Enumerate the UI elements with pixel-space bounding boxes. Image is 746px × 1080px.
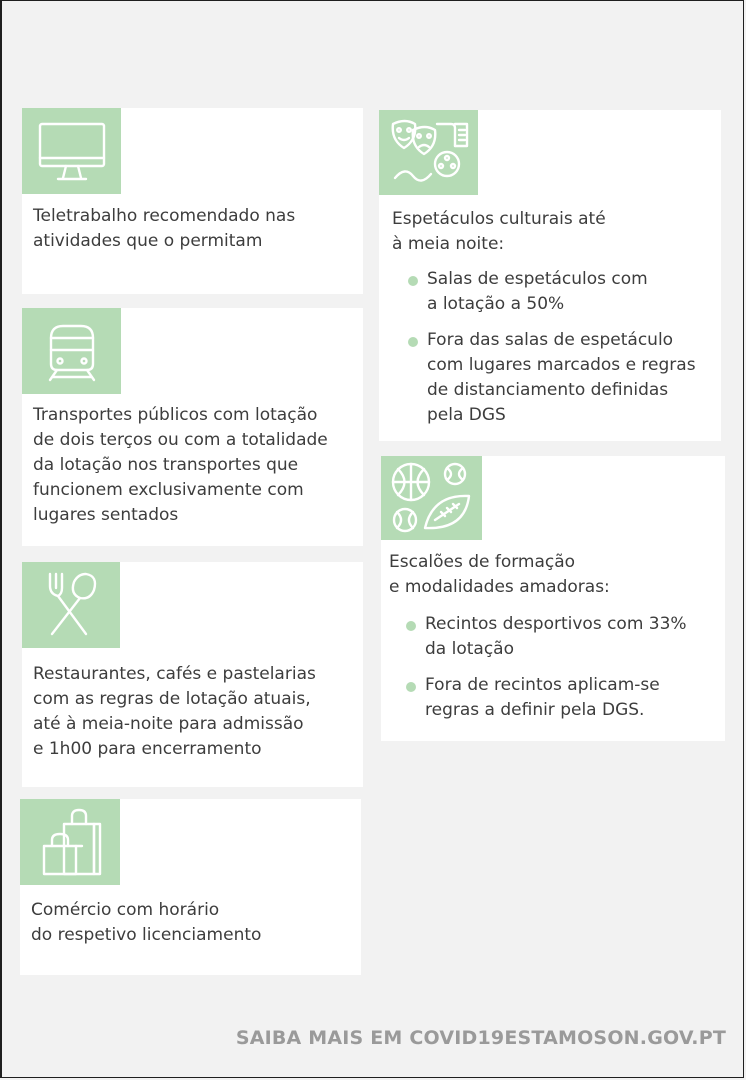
card-transport xyxy=(22,308,363,546)
list-item: Recintos desportivos com 33% da lotação xyxy=(405,612,717,662)
monitor-icon xyxy=(36,118,108,184)
card-commerce-text: Comércio com horário do respetivo licenciamento xyxy=(31,900,262,945)
icon-tile xyxy=(22,562,120,648)
card-culture-title: Espetáculos culturais até à meia noite: xyxy=(392,209,606,254)
bullet-dot xyxy=(406,682,416,692)
card-sports-list xyxy=(405,612,717,734)
card-restaurants-text: Restaurantes, cafés e pastelarias com as regras de lotação atuais, até à meia-noite para admissão e 1h00 para encerramento xyxy=(33,664,316,759)
icon-tile xyxy=(20,799,120,885)
list-item: Salas de espetáculos com a lotação a 50% xyxy=(407,267,713,317)
shopping-bags-icon xyxy=(34,806,106,878)
bullet-dot xyxy=(406,621,416,631)
theatre-masks-icon xyxy=(387,116,471,190)
card-telework-text: Teletrabalho recomendado nas atividades que o permitam xyxy=(33,206,296,251)
card-sports xyxy=(381,456,725,741)
list-item: Fora de recintos aplicam-se regras a definir pela DGS. xyxy=(405,673,717,723)
card-transport-text: Transportes públicos com lotação de dois terços ou com a totalidade da lotação nos transportes que funcionem exclusivamente com lugares sentados xyxy=(33,405,328,525)
card-sports-title: Escalões de formação e modalidades amadoras: xyxy=(389,552,610,597)
sports-balls-icon xyxy=(389,458,475,538)
card-telework xyxy=(22,108,363,294)
bullet-dot xyxy=(408,337,418,347)
card-culture-list xyxy=(407,267,713,439)
footer-link-text[interactable]: SAIBA MAIS EM COVID19ESTAMOSON.GOV.PT xyxy=(235,1027,726,1049)
card-restaurants xyxy=(22,562,363,787)
icon-tile xyxy=(379,110,478,195)
icon-tile xyxy=(22,308,121,394)
icon-tile xyxy=(22,108,121,194)
list-item: Fora das salas de espetáculo com lugares marcados e regras de distanciamento definidas pela DGS xyxy=(407,328,713,428)
fork-spoon-icon xyxy=(40,570,102,640)
train-icon xyxy=(41,318,103,384)
bullet-dot xyxy=(408,276,418,286)
card-culture xyxy=(379,110,721,441)
icon-tile xyxy=(381,456,482,540)
card-commerce xyxy=(20,799,361,975)
